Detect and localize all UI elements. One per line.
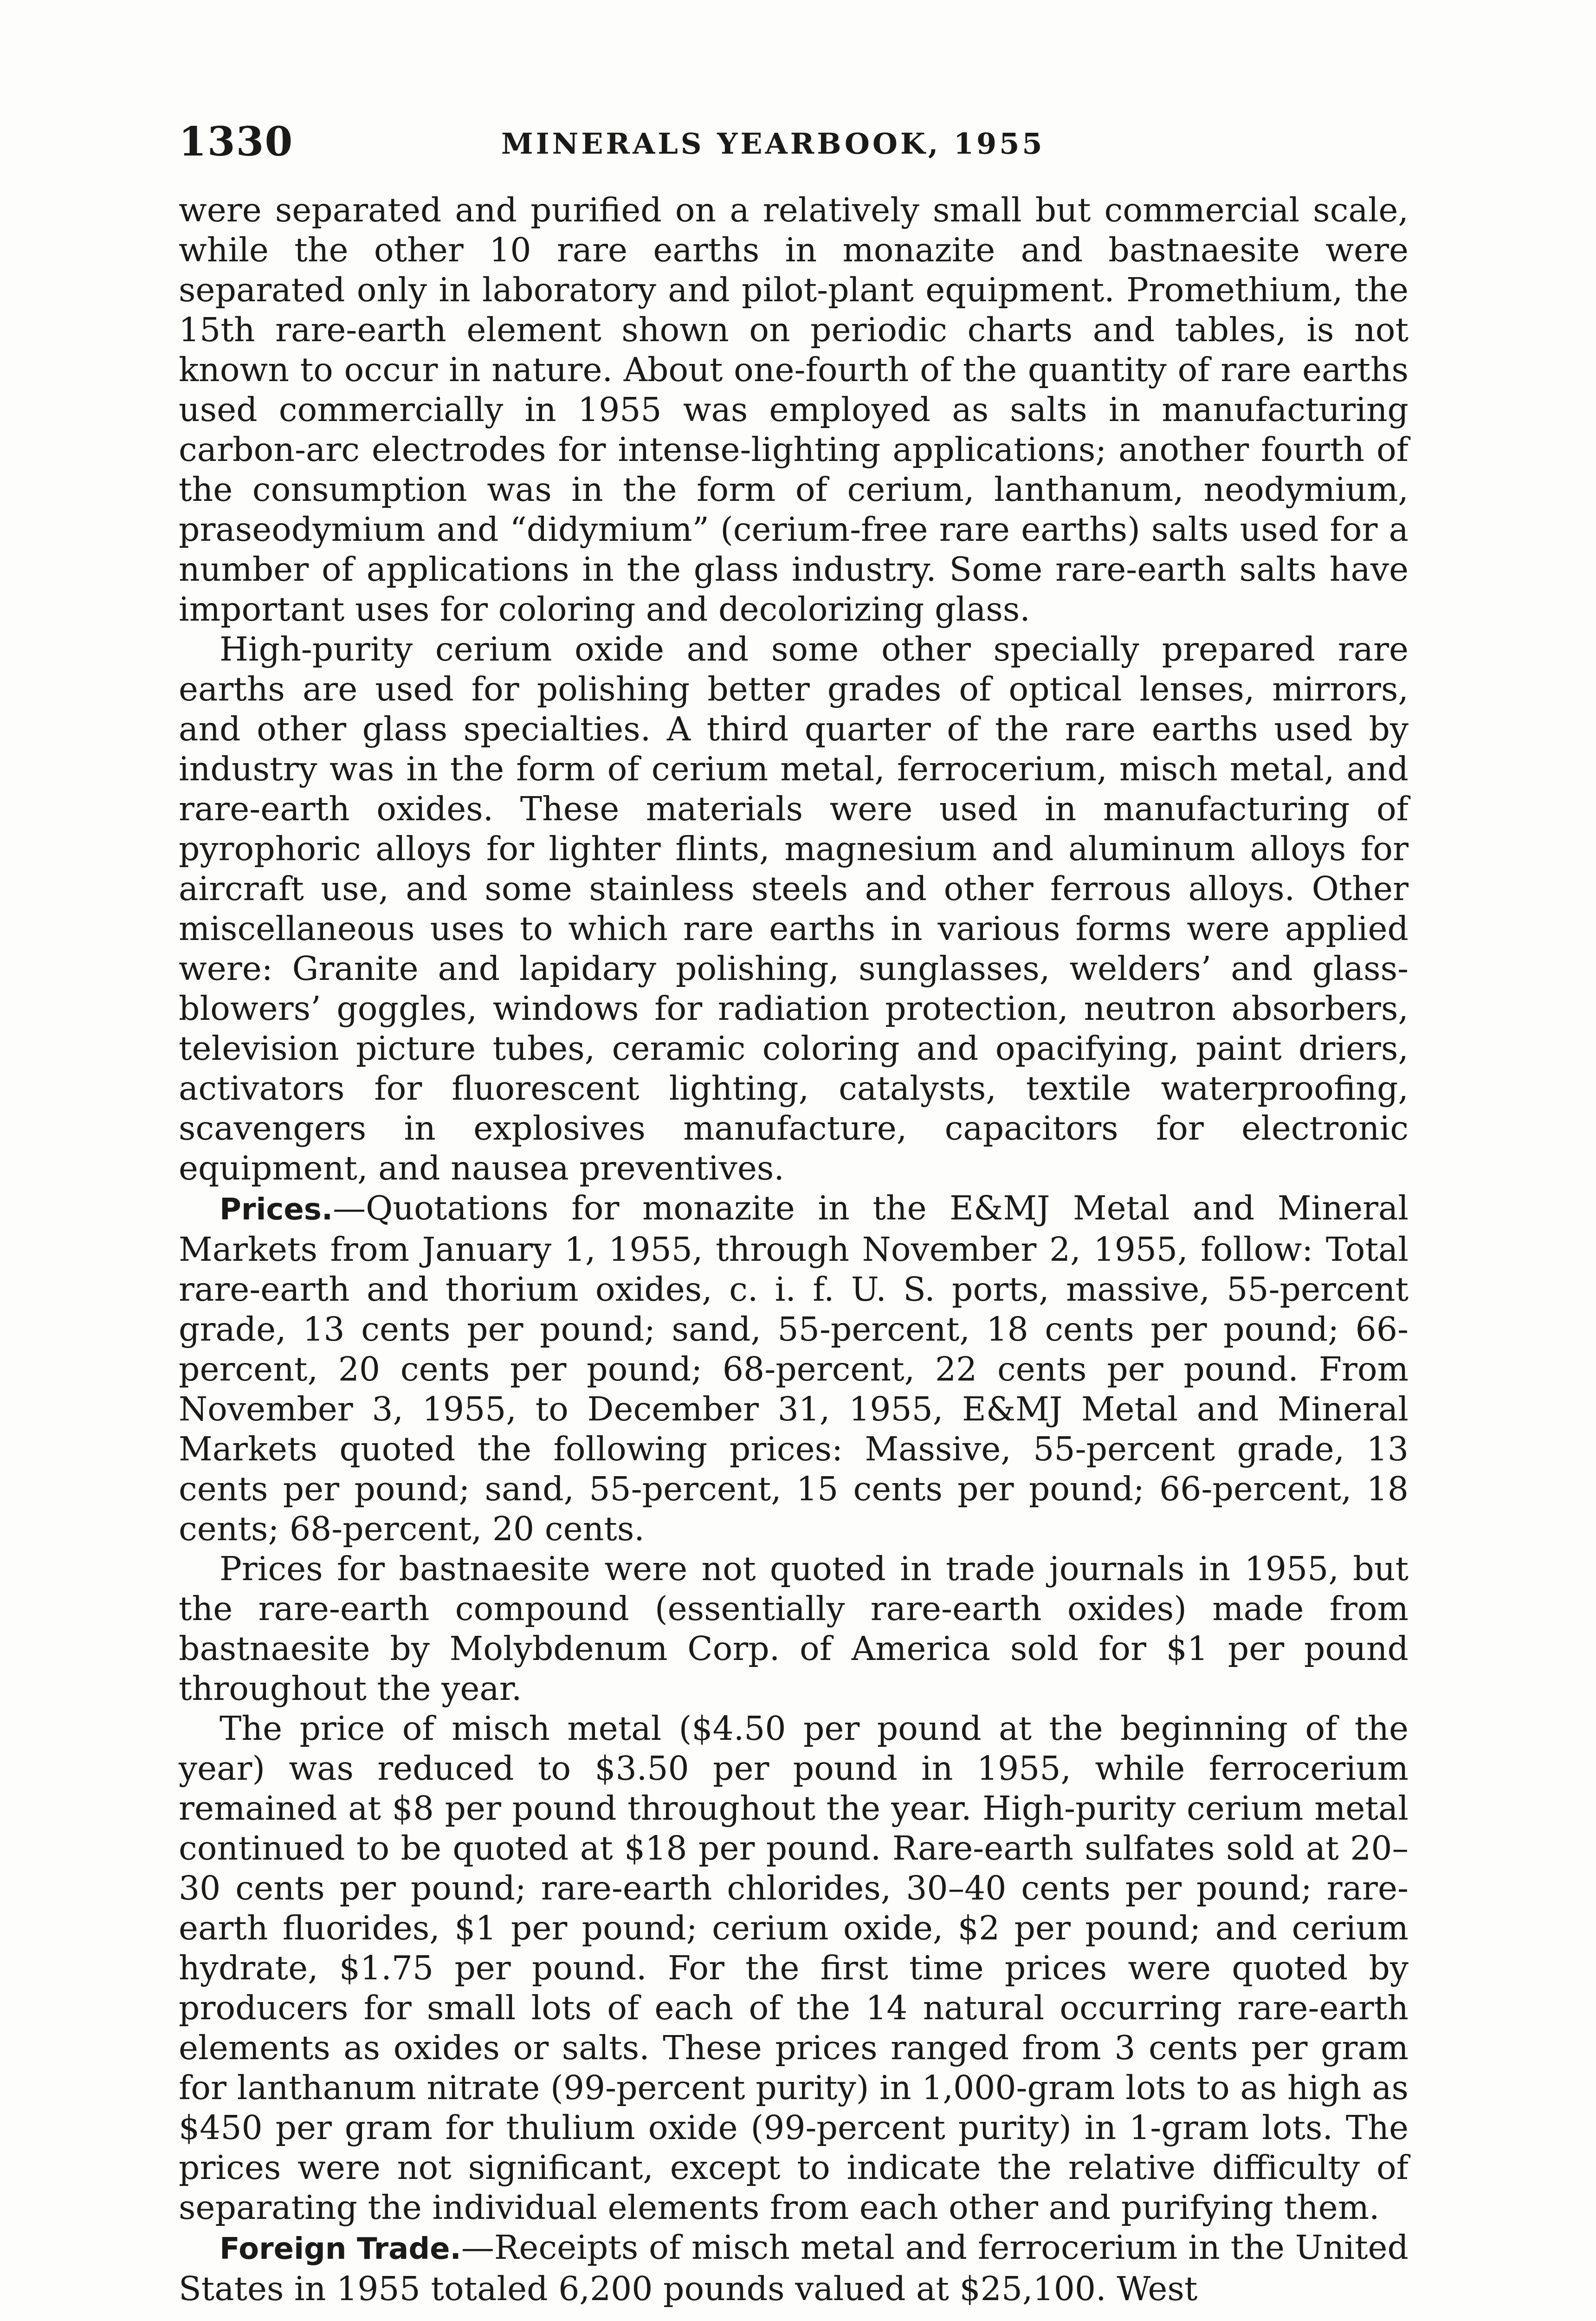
paragraph-bastnaesite-prices: Prices for bastnaesite were not quoted in trade journals in 1955, but the rare-earth compound (essentially rare-earth oxides) made from bastnaesite by Molybdenum Corp. of America sold for $1 per pound throughout the year. [179, 1549, 1409, 1708]
paragraph-polishing-uses: High-purity cerium oxide and some other specially prepared rare earths are used for polishing better grades of optical lenses, mirrors, and other glass specialties. A third quarter of the rare earths used by industry was in the form of cerium metal, ferrocerium, misch metal, and rare-earth oxides. These materials were used in manufacturing of pyrophoric alloys for lighter flints, magnesium and aluminum alloys for aircraft use, and some stainless steels and other ferrous alloys. Other miscellaneous uses to which rare earths in various forms were applied were: Granite and lapidary polishing, sunglasses, welders’ and glass-blowers’ goggles, windows for radiation protection, neutron absorbers, television picture tubes, ceramic coloring and opacifying, paint driers, activators for fluorescent lighting, catalysts, textile waterproofing, scavengers in explosives manufacture, capacitors for electronic equipment, and nausea preventives. [179, 630, 1409, 1187]
prices-text: —Quotations for monazite in the E&MJ Metal and Mineral Markets from January 1, 1955, through November 2, 1955, follow: Total rare-earth and thorium oxides, c. i. f. U. S. ports, massive, 55-percent grade, 13 cents per pound; sand, 55-percent, 18 cents per pound; 66-percent, 20 cents per pound; 68-percent, 22 cents per pound. From November 3, 1955, to December 31, 1955, E&MJ Metal and Mineral Markets quoted the following prices: Massive, 55-percent grade, 13 cents per pound; sand, 55-percent, 15 cents per pound; 66-percent, 18 cents; 68-percent, 20 cents. [179, 1189, 1409, 1548]
page-header [179, 118, 1409, 174]
prices-heading: Prices. [220, 1193, 333, 1227]
running-head: MINERALS YEARBOOK, 1955 [501, 127, 1045, 161]
paragraph-prices [179, 1188, 1409, 1549]
paragraph-foreign-trade [179, 2228, 1409, 2309]
foreign-trade-heading: Foreign Trade. [220, 2232, 461, 2266]
foreign-trade-text: —Receipts of misch metal and ferrocerium in the United States in 1955 totaled 6,200 pounds valued at $25,100. West [179, 2228, 1409, 2308]
page-number: 1330 [179, 118, 294, 165]
paragraph-misch-metal-prices: The price of misch metal ($4.50 per pound at the beginning of the year) was reduced to $3.50 per pound in 1955, while ferrocerium remained at $8 per pound throughout the year. High-purity cerium metal continued to be quoted at $18 per pound. Rare-earth sulfates sold at 20–30 cents per pound; rare-earth chlorides, 30–40 cents per pound; rare-earth fluorides, $1 per pound; cerium oxide, $2 per pound; and cerium hydrate, $1.75 per pound. For the first time prices were quoted by producers for small lots of each of the 14 natural occurring rare-earth elements as oxides or salts. These prices ranged from 3 cents per gram for lanthanum nitrate (99-percent purity) in 1,000-gram lots to as high as $450 per gram for thulium oxide (99-percent purity) in 1-gram lots. The prices were not significant, except to indicate the relative difficulty of separating the individual elements from each other and purifying them. [179, 1709, 1409, 2227]
paragraph-rare-earth-uses: were separated and purified on a relatively small but commercial scale, while the other 10 rare earths in monazite and bastnaesite were separated only in laboratory and pilot-plant equipment. Promethium, the 15th rare-earth element shown on periodic charts and tables, is not known to occur in nature. About one-fourth of the quantity of rare earths used commercially in 1955 was employed as salts in manufacturing carbon-arc electrodes for intense-lighting applications; another fourth of the consumption was in the form of cerium, lanthanum, neodymium, praseodymium and “didymium” (cerium-free rare earths) salts used for a number of applications in the glass industry. Some rare-earth salts have important uses for coloring and decolorizing glass. [179, 191, 1409, 629]
body-text [179, 190, 1409, 2309]
